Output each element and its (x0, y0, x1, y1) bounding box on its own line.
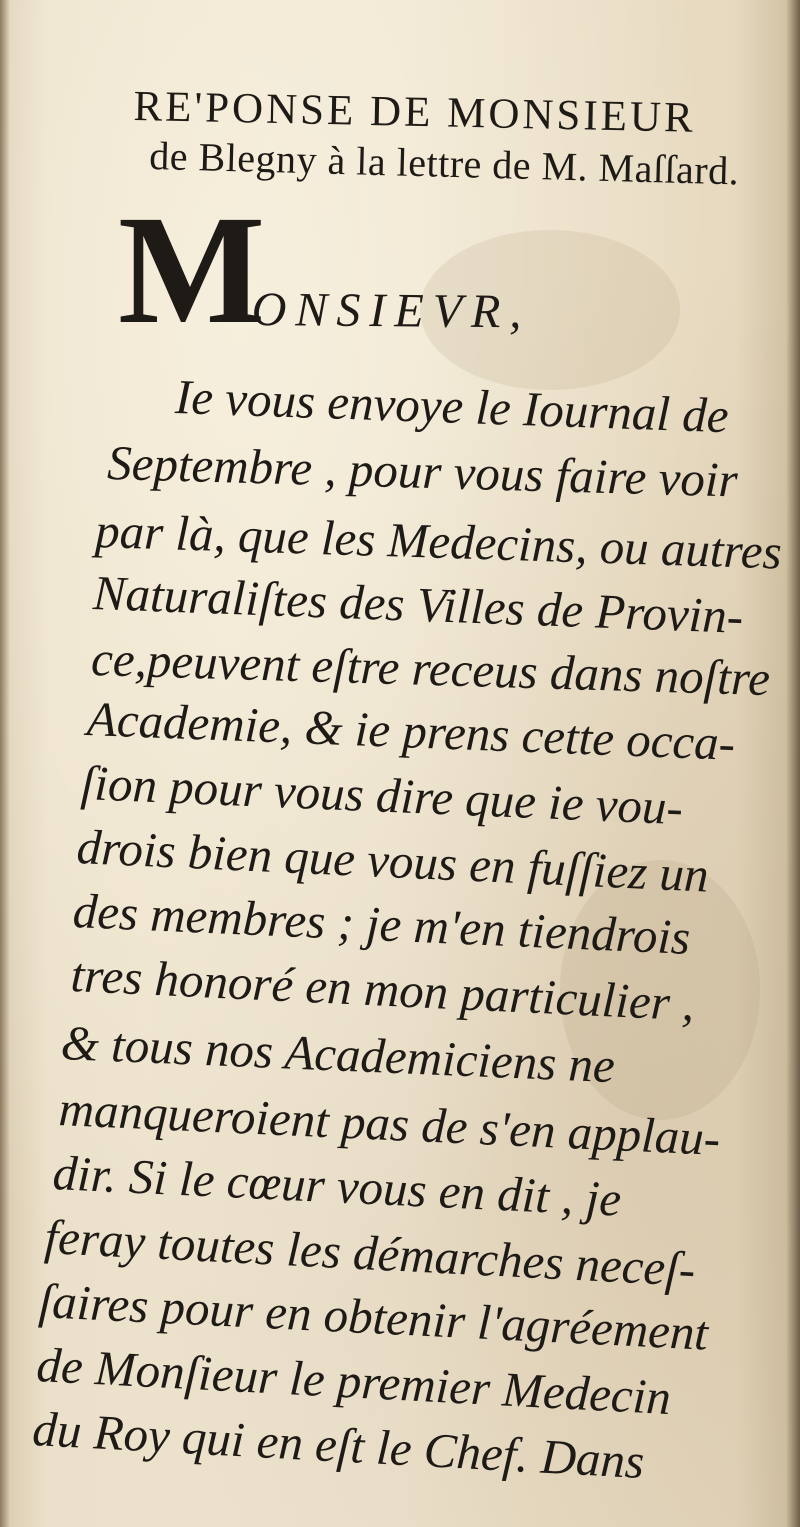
salutation: ONSIEVR, (251, 282, 531, 339)
body-line: ſaires pour en obtenir l'agréement (37, 1273, 710, 1361)
body-line: Naturaliſtes des Villes de Provin- (92, 565, 745, 644)
body-line: tres honoré en mon particulier , (69, 947, 696, 1032)
body-line: du Roy qui en eſt le Chef. Dans (31, 1401, 646, 1490)
body-line: ce,peuvent eſtre receus dans noſtre (90, 631, 771, 707)
body-line: par là, que les Medecins, ou autres (94, 503, 783, 580)
body-line: Academie, & ie prens cette occa- (86, 691, 737, 771)
body-line: des membres ; je m'en tiendrois (71, 883, 692, 965)
body-line: manqueroient pas de s'en applau- (57, 1081, 722, 1166)
body-line: feray toutes les démarches neceſ- (43, 1209, 697, 1297)
body-line: de Monſieur le premier Medecin (35, 1337, 673, 1426)
body-line: ſion pour vous dire que ie vou- (79, 755, 685, 836)
body-line: & tous nos Academiciens ne (59, 1015, 616, 1094)
body-line: drois bien que vous en fuſſiez un (75, 819, 710, 903)
drop-cap: M (118, 183, 266, 356)
body-line: Septembre , pour vous faire voir (106, 435, 739, 508)
body-line: Ie vous envoye le Iournal de (174, 369, 730, 444)
heading-title: RE'PONSE DE MONSIEUR (132, 82, 697, 142)
heading-subtitle: de Blegny à la lettre de M. Maſſard. (148, 132, 740, 194)
body-line: dir. Si le cœur vous en dit , je (51, 1145, 623, 1227)
